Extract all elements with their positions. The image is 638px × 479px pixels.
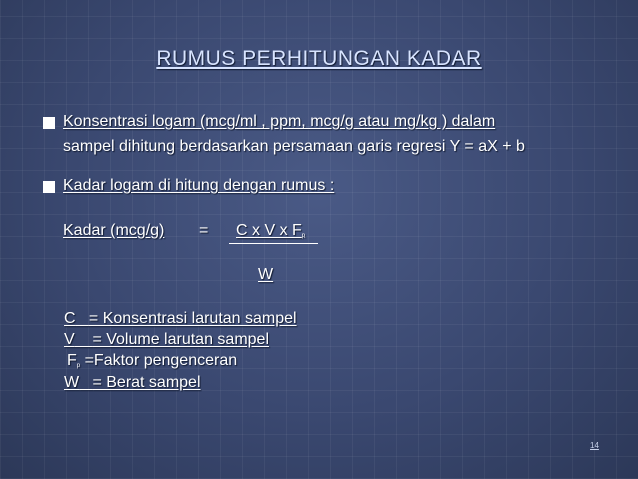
legend-v-text: = Volume larutan sampel [92,331,269,348]
slide-title: RUMUS PERHITUNGAN KADAR [156,47,482,70]
formula-equals: = [199,222,209,239]
legend-c-symbol: C [64,310,76,327]
square-bullet-icon [43,117,55,129]
legend-w [64,374,201,392]
legend-w-text: = Berat sampel [92,374,201,391]
slide-number: 14 [590,441,599,450]
formula-denominator: W [258,266,274,283]
legend-c [64,310,297,328]
legend-v-symbol: V [64,331,75,348]
legend-f [67,352,237,370]
formula-numerator-sub: p [301,233,306,239]
formula-numerator-text: C x V x F [236,222,302,239]
legend-f-sub: p [76,363,81,369]
formula-lhs: Kadar (mcg/g) [63,222,165,239]
legend-f-symbol: F [67,352,77,369]
legend-v [64,331,269,349]
fraction-bar [229,243,318,244]
bullet2-text: Kadar logam di hitung dengan rumus : [63,177,335,194]
legend-w-symbol: W [64,374,80,391]
bullet1-line2: sampel dihitung berdasarkan persamaan garis regresi Y = aX + b [63,138,525,155]
square-bullet-icon [43,181,55,193]
legend-f-text: =Faktor pengenceran [84,352,238,369]
legend-c-text: = Konsentrasi larutan sampel [88,310,297,327]
formula-numerator [236,222,305,240]
bullet1-line1: Konsentrasi logam (mcg/ml , ppm, mcg/g atau mg/kg ) dalam [63,113,496,130]
